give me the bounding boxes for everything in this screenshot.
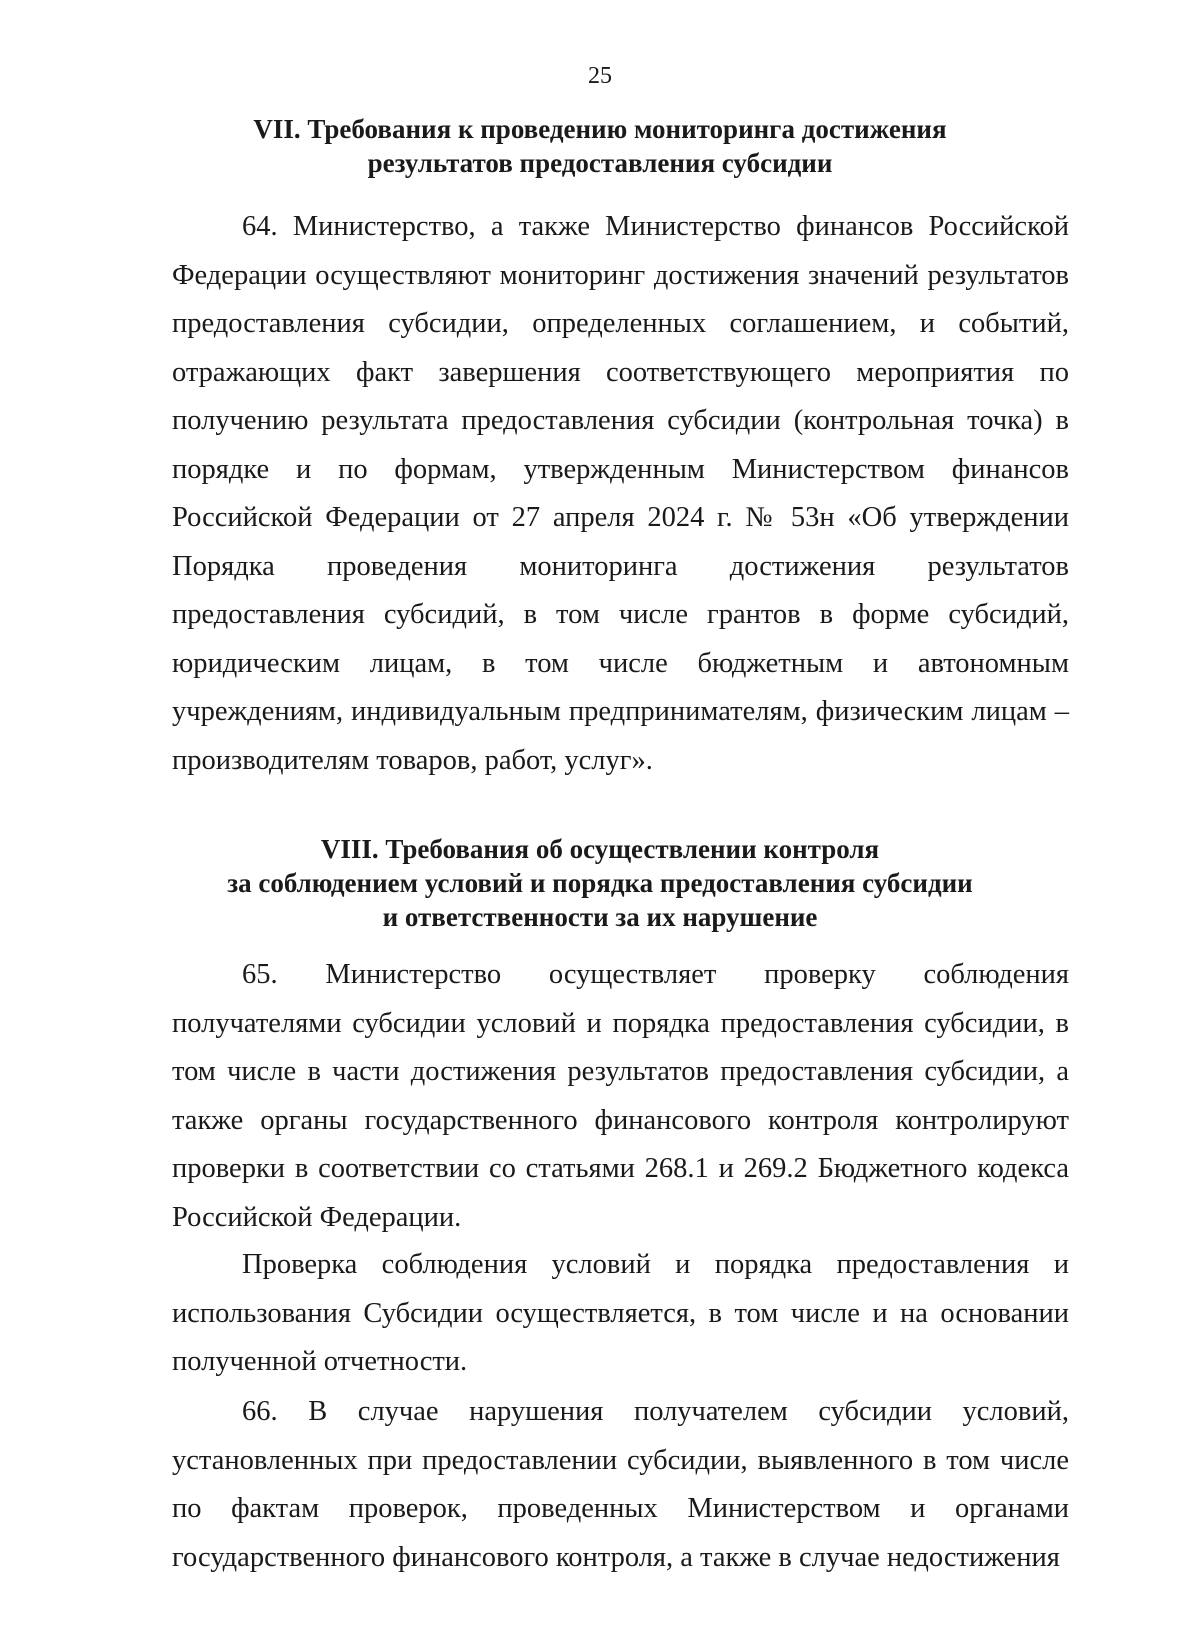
section-8-heading xyxy=(170,832,1030,934)
section-8-heading-line: за соблюдением условий и порядка предоставления субсидии xyxy=(227,868,973,898)
section-7-heading-line: VII. Требования к проведению мониторинга достижения xyxy=(253,114,947,144)
section-8-heading-line: и ответственности за их нарушение xyxy=(382,902,818,932)
paragraph-64: 64. Министерство, а также Министерство финансов Российской Федерации осуществляют мониторинг достижения значений результатов предоставления субсидии, определенных соглашением, и событий, отражающих факт завершения соответствующего мероприятия по получению результата предоставления субсидии (контрольная точка) в порядке и по формам, утвержденным Министерством финансов Российской Федерации от 27 апреля 2024 г. № 53н «Об утверждении Порядка проведения мониторинга достижения результатов предоставления субсидий, в том числе грантов в форме субсидий, юридическим лицам, в том числе бюджетным и автономным учреждениям, индивидуальным предпринимателям, физическим лицам – производителям товаров, работ, услуг». xyxy=(172,211,1069,776)
section-7-heading xyxy=(170,112,1030,180)
page-number: 25 xyxy=(588,63,612,89)
paragraph-66: 66. В случае нарушения получателем субсидии условий, установленных при предоставлении субсидии, выявленного в том числе по фактам проверок, проведенных Министерством и органами государственного финансового контроля, а также в случае недостижения xyxy=(172,1396,1069,1573)
section-7-heading-line: результатов предоставления субсидии xyxy=(367,148,833,178)
paragraph-65: 65. Министерство осуществляет проверку соблюдения получателями субсидии условий и порядка предоставления субсидии, в том числе в части достижения результатов предоставления субсидии, а также органы государственного финансового контроля контролируют проверки в соответствии со статьями 268.1 и 269.2 Бюджетного кодекса Российской Федерации. xyxy=(172,959,1069,1233)
section-8-heading-line: VIII. Требования об осуществлении контроля xyxy=(320,834,880,864)
paragraph-65-continuation: Проверка соблюдения условий и порядка предоставления и использования Субсидии осуществляется, в том числе и на основании полученной отчетности. xyxy=(172,1249,1069,1377)
